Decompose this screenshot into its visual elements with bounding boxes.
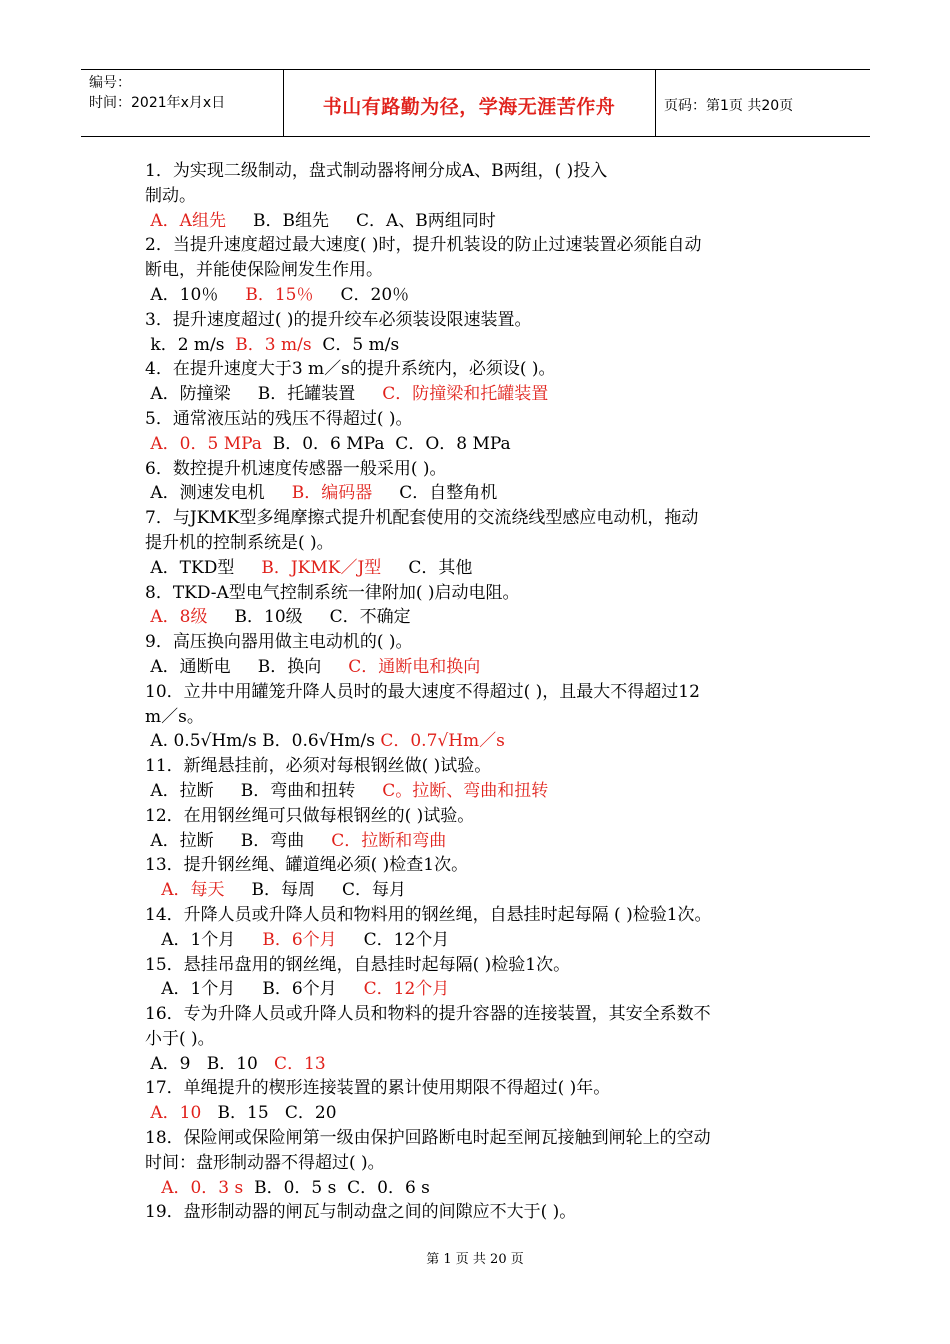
question-item: [145, 903, 825, 953]
correct-option: C．防撞梁和托罐装置: [355, 384, 549, 405]
question-text: 1．为实现二级制动，盘式制动器将闸分成A、B两组，( )投入: [145, 161, 608, 181]
option: B．6个月: [235, 979, 337, 1000]
correct-option: C．拉断和弯曲: [304, 830, 447, 851]
answer-options: [145, 779, 825, 804]
option: C．12个月: [336, 929, 450, 950]
option: A．拉断: [150, 830, 214, 851]
question-text: 16．专为升降人员或升降人员和物料的提升容器的连接装置，其安全系数不: [145, 1004, 711, 1025]
answer-options: [145, 729, 825, 754]
question-text: 15．悬挂吊盘用的钢丝绳，自悬挂时起每隔( )检验1次。: [145, 954, 571, 975]
question-item: [145, 1126, 825, 1200]
answer-options: [145, 977, 825, 1002]
question-text: 2．当提升速度超过最大速度( )时，提升机装设的防止过速装置必须能自动: [145, 235, 702, 256]
answer-options: [145, 382, 825, 407]
correct-option: B．编码器: [264, 483, 373, 504]
correct-option: C。拉断、弯曲和扭转: [355, 780, 549, 801]
question-text: 7．与JKMK型多绳摩擦式提升机配套使用的交流绕线型感应电动机，拖动: [145, 508, 699, 529]
correct-option: A．10: [150, 1103, 202, 1124]
option: B．10: [190, 1053, 258, 1074]
question-text: 提升机的控制系统是( )。: [145, 532, 334, 553]
option: B．弯曲: [213, 830, 305, 851]
answer-options: [145, 1176, 825, 1201]
correct-option: A．0．5 MPa: [150, 433, 262, 454]
option: B．托罐装置: [230, 384, 356, 405]
question-item: [145, 233, 825, 307]
option: C．每月: [315, 880, 407, 901]
option: B．0.6√Hm/s: [256, 731, 375, 752]
option: C．5 m/s: [311, 334, 400, 355]
option: C．O．8 MPa: [384, 433, 511, 454]
correct-option: C．0.7√Hm／s: [374, 731, 505, 752]
options-indent: [145, 880, 156, 900]
option: C．不确定: [302, 607, 411, 628]
correct-option: A．0．3 s: [161, 1177, 244, 1198]
question-text: 11．新绳悬挂前，必须对每根钢丝做( )试验。: [145, 756, 492, 777]
answer-options: [145, 605, 825, 630]
question-item: [145, 506, 825, 580]
correct-option: B．6个月: [235, 929, 337, 950]
options-indent: [145, 930, 156, 950]
option: C．自整角机: [372, 483, 498, 504]
answer-options: [145, 928, 825, 953]
option: C．20％: [313, 284, 410, 305]
option: B．弯曲和扭转: [213, 780, 356, 801]
question-text: 4．在提升速度大于3 m／s的提升系统内，必须设( )。: [145, 359, 556, 380]
option: B．B组先: [225, 210, 329, 231]
question-text: 小于( )。: [145, 1028, 215, 1049]
option: B．0．6 MPa: [261, 433, 385, 454]
answer-options: [145, 556, 825, 581]
answer-options: [145, 1101, 825, 1126]
option: A．拉断: [150, 780, 214, 801]
question-item: [145, 159, 825, 233]
answer-options: [145, 283, 825, 308]
question-text: 6．数控提升机速度传感器一般采用( )。: [145, 458, 447, 479]
question-text: 断电，并能使保险闸发生作用。: [145, 260, 383, 281]
question-item: [145, 853, 825, 903]
answer-options: [145, 655, 825, 680]
answer-options: [145, 481, 825, 506]
option: C．20: [268, 1103, 337, 1124]
question-text: 9．高压换向器用做主电动机的( )。: [145, 632, 413, 653]
question-item: [145, 804, 825, 854]
option: C．0．6 s: [336, 1177, 430, 1198]
options-indent: [145, 979, 156, 999]
question-item: [145, 1200, 825, 1225]
correct-option: A．8级: [150, 607, 208, 628]
option: B．0．5 s: [243, 1177, 337, 1198]
question-item: [145, 630, 825, 680]
correct-option: B．3 m/s: [224, 334, 312, 355]
option: A．通断电: [150, 656, 231, 677]
answer-options: [145, 878, 825, 903]
question-item: [145, 1076, 825, 1126]
answer-options: [145, 209, 825, 234]
question-text: 制动。: [145, 185, 196, 206]
options-indent: [145, 1178, 156, 1198]
correct-option: A．A组先: [150, 210, 226, 231]
page-header: [81, 69, 870, 137]
question-text: 12．在用钢丝绳可只做每根钢丝的( )试验。: [145, 805, 475, 826]
option: B．15: [201, 1103, 269, 1124]
option: A．1个月: [161, 929, 236, 950]
question-text: 10．立井中用罐笼升降人员时的最大速度不得超过( )，且最大不得超过12: [145, 681, 700, 702]
option: A．测速发电机: [150, 483, 265, 504]
option: A．9: [150, 1053, 191, 1074]
question-text: 18．保险闸或保险闸第一级由保护回路断电时起至闸瓦接触到闸轮上的空动: [145, 1128, 711, 1149]
question-item: [145, 680, 825, 754]
question-text: 3．提升速度超过( )的提升绞车必须装设限速装置。: [145, 309, 532, 330]
number-label: 编号：: [89, 75, 131, 91]
correct-option: C．12个月: [336, 979, 450, 1000]
header-meta: [89, 73, 225, 113]
option: A. 0.5√Hm/s: [150, 731, 257, 752]
correct-option: C．通断电和换向: [321, 656, 481, 677]
page-footer: 第 1 页 共 20 页: [426, 1252, 524, 1267]
option: A．10％: [150, 284, 219, 305]
answer-options: [145, 432, 825, 457]
answer-options: [145, 829, 825, 854]
header-motto: 书山有路勤为径，学海无涯苦作舟: [322, 96, 616, 118]
question-text: 5．通常液压站的残压不得超过( )。: [145, 408, 413, 429]
answer-options: [145, 1052, 825, 1077]
option: k．2 m/s: [150, 334, 225, 355]
option: C．其他: [381, 557, 473, 578]
question-text: 时间：盘形制动器不得超过( )。: [145, 1152, 385, 1173]
question-item: [145, 581, 825, 631]
question-item: [145, 1002, 825, 1076]
question-text: m／s。: [145, 706, 204, 727]
page-label: 页码：第1页 共20页: [664, 98, 794, 114]
question-item: [145, 457, 825, 507]
option: A．TKD型: [150, 557, 235, 578]
question-item: [145, 754, 825, 804]
option: B．换向: [230, 656, 322, 677]
correct-option: B．15％: [218, 284, 314, 305]
question-text: 13．提升钢丝绳、罐道绳必须( )检查1次。: [145, 855, 469, 876]
question-text: 14．升降人员或升降人员和物料用的钢丝绳，自悬挂时起每隔 ( )检验1次。: [145, 904, 712, 925]
question-item: [145, 308, 825, 358]
correct-option: B．JKMK／J型: [234, 557, 382, 578]
question-text: 17．单绳提升的楔形连接装置的累计使用期限不得超过( )年。: [145, 1078, 611, 1099]
answer-options: [145, 333, 825, 358]
option: A．1个月: [161, 979, 236, 1000]
question-text: 8．TKD-A型电气控制系统一律附加( )启动电阻。: [145, 582, 520, 603]
header-divider: [655, 70, 656, 136]
option: B．10级: [207, 607, 303, 628]
correct-option: C．13: [257, 1053, 326, 1074]
question-list: [145, 159, 825, 1225]
option: B．每周: [224, 880, 316, 901]
question-item: [145, 407, 825, 457]
question-item: [145, 953, 825, 1003]
question-item: [145, 357, 825, 407]
question-text: 19．盘形制动器的闸瓦与制动盘之间的间隙应不大于( )。: [145, 1202, 577, 1223]
correct-option: A．每天: [161, 880, 225, 901]
option: C．A、B两组同时: [328, 210, 496, 231]
option: A．防撞梁: [150, 384, 231, 405]
time-label: 时间：2021年x月x日: [89, 95, 226, 111]
